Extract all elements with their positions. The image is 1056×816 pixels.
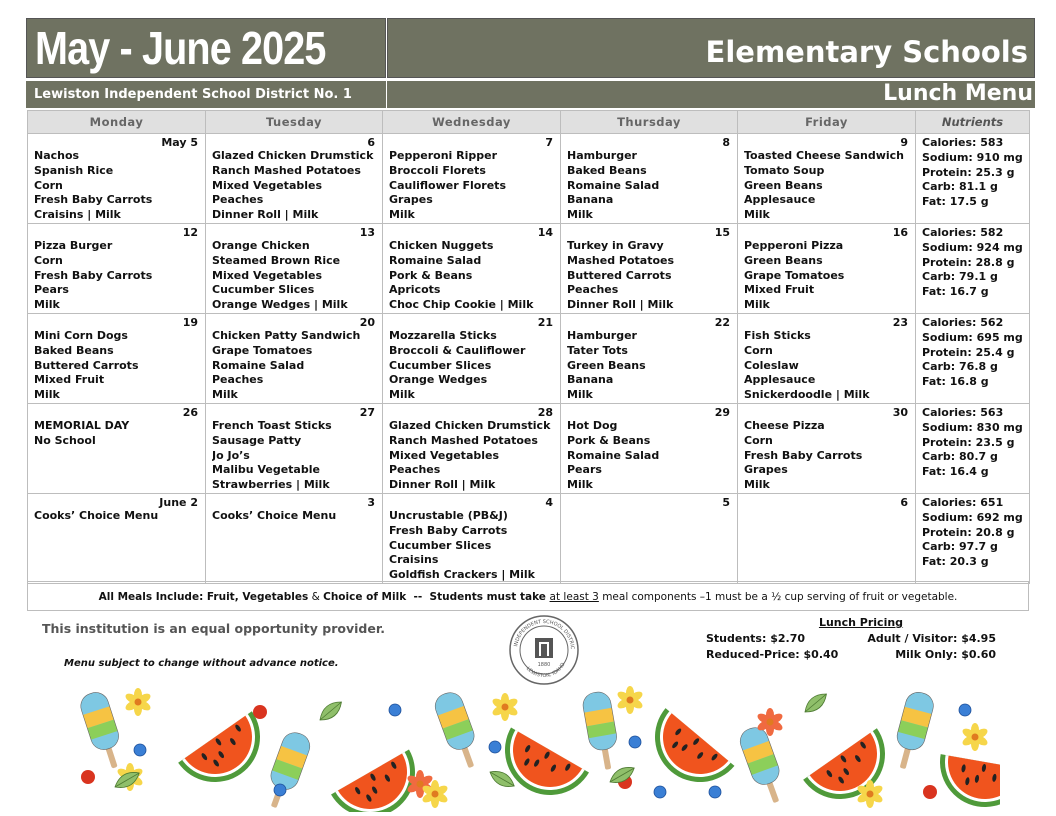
menu-item: Orange Chicken xyxy=(212,238,310,252)
menu-item: Glazed Chicken Drumstick xyxy=(212,149,374,162)
seal-text-top: INDEPENDENT SCHOOL DISTRIC xyxy=(513,618,576,650)
pricing-row-2 xyxy=(706,648,996,661)
day-cell xyxy=(738,134,916,224)
day-cell xyxy=(28,313,206,403)
menu-item: Milk xyxy=(744,208,770,222)
menu-item: Mashed Potatoes xyxy=(567,253,675,267)
menu-item: Mini Corn Dogs xyxy=(34,328,128,342)
seal-year: 1880 xyxy=(537,662,551,668)
menu-item: Cheese Pizza xyxy=(744,418,825,432)
day-cell xyxy=(28,493,206,583)
popsicle-icon xyxy=(77,689,128,772)
menu-item: Cucumber Slices xyxy=(212,283,315,297)
menu-item: Milk xyxy=(567,208,593,222)
menu-item: Tater Tots xyxy=(567,343,628,357)
day-cell xyxy=(383,313,561,403)
popsicle-icon xyxy=(432,689,485,772)
day-number: 23 xyxy=(892,315,908,329)
nutrient-value: Carb: 81.1 g xyxy=(922,180,998,194)
day-number: May 5 xyxy=(161,136,198,149)
price-adult: Adult / Visitor: $4.95 xyxy=(867,632,996,645)
menu-item: Craisins xyxy=(389,553,439,567)
day-number: 13 xyxy=(359,225,375,239)
day-number: 15 xyxy=(714,225,730,239)
menu-item: Apricots xyxy=(389,283,441,297)
menu-item: Orange Wedges | Milk xyxy=(212,298,348,312)
summer-fruit-border-art xyxy=(70,682,1000,812)
nutrient-value: Protein: 20.8 g xyxy=(922,525,1015,539)
week-row xyxy=(28,134,1030,224)
watermelon-slice-icon xyxy=(178,711,278,799)
day-number: 29 xyxy=(714,405,730,419)
nutrients-cell xyxy=(916,134,1030,224)
menu-item: Milk xyxy=(389,388,415,402)
nutrient-value: Calories: 562 xyxy=(922,315,1004,329)
menu-item: Fish Sticks xyxy=(744,328,811,342)
day-number: 9 xyxy=(900,136,908,149)
popsicle-icon xyxy=(581,690,622,772)
menu-item: Chicken Nuggets xyxy=(389,238,494,252)
menu-item: Broccoli & Cauliflower xyxy=(389,343,526,357)
day-cell xyxy=(561,403,738,493)
menu-item: Hot Dog xyxy=(567,418,618,432)
menu-item: Pepperoni Pizza xyxy=(744,238,844,252)
day-cell xyxy=(383,134,561,224)
menu-item: Pears xyxy=(34,283,69,297)
day-number: 28 xyxy=(537,405,553,419)
day-cell xyxy=(206,134,383,224)
nutrient-value: Protein: 28.8 g xyxy=(922,255,1015,269)
menu-item: Jo Jo’s xyxy=(212,448,250,462)
menu-item: Fresh Baby Carrots xyxy=(34,193,153,207)
menu-item: Mixed Vegetables xyxy=(389,448,500,462)
menu-item: Pears xyxy=(567,463,602,477)
menu-item: Corn xyxy=(34,178,63,192)
blueberry-icon xyxy=(959,704,971,716)
menu-item: Toasted Cheese Sandwich xyxy=(744,149,904,162)
price-students: Students: $2.70 xyxy=(706,632,806,645)
menu-item: Milk xyxy=(212,388,238,402)
all-meals-at-least: at least 3 xyxy=(549,591,599,603)
pricing-row-1 xyxy=(706,632,996,645)
popsicle-icon xyxy=(737,724,790,807)
day-cell xyxy=(28,134,206,224)
blueberry-icon xyxy=(654,786,666,798)
menu-item: Green Beans xyxy=(744,178,823,192)
day-number: 5 xyxy=(722,495,730,509)
nutrient-value: Fat: 17.5 g xyxy=(922,195,989,209)
day-number: 8 xyxy=(722,136,730,149)
column-header-wednesday: Wednesday xyxy=(383,111,561,134)
column-header-friday: Friday xyxy=(738,111,916,134)
menu-item: Cucumber Slices xyxy=(389,358,492,372)
menu-item: Romaine Salad xyxy=(212,358,305,372)
menu-item: Corn xyxy=(744,343,773,357)
day-cell xyxy=(206,403,383,493)
menu-item: Romaine Salad xyxy=(389,253,482,267)
menu-item: Fresh Baby Carrots xyxy=(34,268,153,282)
day-number: 14 xyxy=(537,225,553,239)
flower-icon xyxy=(491,693,519,721)
day-number: 19 xyxy=(182,315,198,329)
menu-item: Dinner Roll | Milk xyxy=(212,208,319,222)
menu-item: Snickerdoodle | Milk xyxy=(744,388,870,402)
watermelon-slice-icon xyxy=(803,728,903,812)
nutrient-value: Calories: 563 xyxy=(922,405,1004,419)
menu-item: Pizza Burger xyxy=(34,238,113,252)
district-name: Lewiston Independent School District No. 1 xyxy=(34,87,352,102)
menu-item: Peaches xyxy=(212,193,264,207)
menu-item: Fresh Baby Carrots xyxy=(389,523,508,537)
menu-item: Peaches xyxy=(212,373,264,387)
equal-opportunity-statement: This institution is an equal opportunity provider. xyxy=(42,621,385,636)
district-seal-logo xyxy=(508,614,580,686)
menu-item: Mixed Vegetables xyxy=(212,178,323,192)
menu-item: Milk xyxy=(34,298,60,312)
menu-item: Choc Chip Cookie | Milk xyxy=(389,298,534,312)
flower-icon xyxy=(961,723,989,751)
nutrient-value: Fat: 16.4 g xyxy=(922,465,989,479)
day-number: 12 xyxy=(182,225,198,239)
menu-item: Grapes xyxy=(389,193,433,207)
blueberry-icon xyxy=(709,786,721,798)
menu-item: Romaine Salad xyxy=(567,448,660,462)
menu-item: Uncrustable (PB&J) xyxy=(389,508,508,522)
column-header-nutrients: Nutrients xyxy=(916,111,1030,134)
blueberry-icon xyxy=(629,736,641,748)
popsicle-icon xyxy=(260,729,313,812)
menu-item: Milk xyxy=(34,388,60,402)
menu-item: Steamed Brown Rice xyxy=(212,253,341,267)
menu-item: Pork & Beans xyxy=(567,433,651,447)
price-milk-only: Milk Only: $0.60 xyxy=(895,648,996,661)
menu-item: Milk xyxy=(567,478,593,492)
day-cell xyxy=(561,493,738,583)
menu-item: Buttered Carrots xyxy=(567,268,672,282)
menu-item: Baked Beans xyxy=(34,343,114,357)
menu-item: Milk xyxy=(744,478,770,492)
menu-item: Hamburger xyxy=(567,328,637,342)
menu-item: Milk xyxy=(567,388,593,402)
week-row xyxy=(28,493,1030,583)
week-row xyxy=(28,313,1030,403)
day-number: 3 xyxy=(367,495,375,509)
school-type-title: Elementary Schools xyxy=(705,35,1028,69)
day-number: 6 xyxy=(367,136,375,149)
menu-item: Applesauce xyxy=(744,373,816,387)
all-meals-prefix: All Meals Include: Fruit, Vegetables xyxy=(98,591,309,603)
pricing-title: Lunch Pricing xyxy=(818,616,904,629)
month-title: May - June 2025 xyxy=(35,22,326,74)
day-cell xyxy=(738,313,916,403)
weekday-header-row xyxy=(28,111,1030,134)
cherry-icon xyxy=(253,705,267,719)
day-cell xyxy=(206,313,383,403)
menu-item: Ranch Mashed Potatoes xyxy=(389,433,538,447)
menu-item: Mixed Vegetables xyxy=(212,268,323,282)
day-number: 21 xyxy=(537,315,553,329)
cherry-icon xyxy=(923,785,937,799)
menu-item: Milk xyxy=(389,208,415,222)
menu-item: Corn xyxy=(34,253,63,267)
menu-item: Sausage Patty xyxy=(212,433,302,447)
price-reduced: Reduced-Price: $0.40 xyxy=(706,648,839,661)
day-cell xyxy=(206,223,383,313)
watermelon-slice-icon xyxy=(489,728,589,812)
day-cell xyxy=(28,403,206,493)
menu-item: Coleslaw xyxy=(744,358,799,372)
nutrient-value: Calories: 582 xyxy=(922,225,1004,239)
leaf-icon xyxy=(316,697,345,724)
menu-item: Green Beans xyxy=(567,358,646,372)
leaf-icon xyxy=(801,689,830,716)
nutrient-value: Fat: 16.7 g xyxy=(922,285,989,299)
nutrient-value: Carb: 79.1 g xyxy=(922,270,998,284)
day-number: 30 xyxy=(892,405,908,419)
nutrient-value: Protein: 23.5 g xyxy=(922,435,1015,449)
nutrient-value: Sodium: 910 mg xyxy=(922,150,1023,164)
menu-item: Grape Tomatoes xyxy=(744,268,845,282)
menu-item: Cauliflower Florets xyxy=(389,178,506,192)
day-number: 4 xyxy=(545,495,553,509)
day-number: June 2 xyxy=(159,495,198,509)
column-header-tuesday: Tuesday xyxy=(206,111,383,134)
nutrients-cell xyxy=(916,223,1030,313)
lunch-menu-calendar xyxy=(27,110,1030,584)
menu-item: Green Beans xyxy=(744,253,823,267)
day-cell xyxy=(738,403,916,493)
blueberry-icon xyxy=(274,784,286,796)
blueberry-icon xyxy=(389,704,401,716)
day-number: 20 xyxy=(359,315,375,329)
day-cell xyxy=(561,223,738,313)
menu-item: Broccoli Florets xyxy=(389,163,486,177)
menu-item: Cooks’ Choice Menu xyxy=(34,508,159,522)
menu-item: Chicken Patty Sandwich xyxy=(212,328,361,342)
menu-item: Mixed Fruit xyxy=(34,373,105,387)
menu-item: Nachos xyxy=(34,149,80,162)
nutrient-value: Carb: 97.7 g xyxy=(922,540,998,554)
day-cell xyxy=(206,493,383,583)
menu-item: Cucumber Slices xyxy=(389,538,492,552)
all-meals-note xyxy=(27,581,1029,611)
day-cell xyxy=(561,134,738,224)
menu-item: Mixed Fruit xyxy=(744,283,815,297)
menu-type-banner xyxy=(387,81,1035,108)
nutrient-value: Calories: 651 xyxy=(922,495,1004,509)
seal-text-bottom: LEWISTON, IDAHO xyxy=(524,661,567,680)
menu-item: French Toast Sticks xyxy=(212,418,332,432)
nutrient-value: Sodium: 692 mg xyxy=(922,510,1023,524)
menu-item: Dinner Roll | Milk xyxy=(567,298,674,312)
nutrient-value: Carb: 80.7 g xyxy=(922,450,998,464)
nutrient-value: Fat: 16.8 g xyxy=(922,375,989,389)
menu-item: Applesauce xyxy=(744,193,816,207)
blueberry-icon xyxy=(489,741,501,753)
menu-item: Peaches xyxy=(389,463,441,477)
menu-item: Buttered Carrots xyxy=(34,358,139,372)
school-type-banner xyxy=(387,18,1035,78)
nutrients-cell xyxy=(916,403,1030,493)
nutrient-value: Carb: 76.8 g xyxy=(922,360,998,374)
change-notice: Menu subject to change without advance notice. xyxy=(64,658,339,669)
menu-item: Turkey in Gravy xyxy=(567,238,664,252)
menu-item: Pork & Beans xyxy=(389,268,473,282)
menu-item: Dinner Roll | Milk xyxy=(389,478,496,492)
menu-item: No School xyxy=(34,433,96,447)
menu-item: Craisins | Milk xyxy=(34,208,121,222)
day-number: 22 xyxy=(714,315,730,329)
menu-item: Hamburger xyxy=(567,149,637,162)
lunch-pricing xyxy=(706,616,996,661)
day-number: 26 xyxy=(182,405,198,419)
day-cell xyxy=(561,313,738,403)
day-cell xyxy=(28,223,206,313)
all-meals-amp: & xyxy=(308,591,324,603)
week-row xyxy=(28,403,1030,493)
day-number: 16 xyxy=(892,225,908,239)
nutrient-value: Sodium: 830 mg xyxy=(922,420,1023,434)
day-cell xyxy=(383,403,561,493)
watermelon-slice-icon xyxy=(637,708,735,800)
day-cell xyxy=(738,223,916,313)
menu-item: Goldfish Crackers | Milk xyxy=(389,568,535,582)
menu-item: Mozzarella Sticks xyxy=(389,328,497,342)
menu-item: Banana xyxy=(567,373,614,387)
menu-item: Fresh Baby Carrots xyxy=(744,448,863,462)
cherry-icon xyxy=(81,770,95,784)
week-row xyxy=(28,223,1030,313)
menu-item: Glazed Chicken Drumstick xyxy=(389,418,551,432)
menu-item: Grapes xyxy=(744,463,788,477)
menu-item: MEMORIAL DAY xyxy=(34,418,130,432)
menu-item: Baked Beans xyxy=(567,163,647,177)
popsicle-icon xyxy=(889,689,936,772)
blueberry-icon xyxy=(134,744,146,756)
day-number: 6 xyxy=(900,495,908,509)
all-meals-dash: -- Students must take xyxy=(406,591,550,603)
month-title-banner xyxy=(26,18,386,78)
flower-icon xyxy=(616,686,644,714)
menu-item: Romaine Salad xyxy=(567,178,660,192)
nutrient-value: Calories: 583 xyxy=(922,136,1004,149)
menu-item: Malibu Vegetable xyxy=(212,463,320,477)
nutrient-value: Sodium: 924 mg xyxy=(922,240,1023,254)
menu-item: Pepperoni Ripper xyxy=(389,149,498,162)
menu-item: Corn xyxy=(744,433,773,447)
menu-type-title: Lunch Menu xyxy=(883,81,1033,106)
nutrient-value: Sodium: 695 mg xyxy=(922,330,1023,344)
menu-item: Peaches xyxy=(567,283,619,297)
day-number: 27 xyxy=(359,405,375,419)
nutrients-cell xyxy=(916,493,1030,583)
menu-item: Banana xyxy=(567,193,614,207)
day-number: 7 xyxy=(545,136,553,149)
day-cell xyxy=(738,493,916,583)
nutrient-value: Fat: 20.3 g xyxy=(922,555,989,569)
all-meals-choice: Choice of Milk xyxy=(323,591,407,603)
day-cell xyxy=(383,223,561,313)
nutrient-value: Protein: 25.4 g xyxy=(922,345,1015,359)
watermelon-slice-icon xyxy=(933,754,1000,812)
column-header-thursday: Thursday xyxy=(561,111,738,134)
column-header-monday: Monday xyxy=(28,111,206,134)
menu-item: Grape Tomatoes xyxy=(212,343,313,357)
menu-item: Spanish Rice xyxy=(34,163,114,177)
district-banner xyxy=(26,81,386,108)
menu-item: Tomato Soup xyxy=(744,163,825,177)
menu-item: Cooks’ Choice Menu xyxy=(212,508,337,522)
day-cell xyxy=(383,493,561,583)
menu-item: Milk xyxy=(744,298,770,312)
all-meals-rest: meal components –1 must be a ½ cup serving of fruit or vegetable. xyxy=(598,591,958,603)
nutrient-value: Protein: 25.3 g xyxy=(922,165,1015,179)
nutrients-cell xyxy=(916,313,1030,403)
menu-item: Orange Wedges xyxy=(389,373,488,387)
menu-item: Ranch Mashed Potatoes xyxy=(212,163,361,177)
flower-icon xyxy=(124,688,152,716)
menu-item: Strawberries | Milk xyxy=(212,478,330,492)
